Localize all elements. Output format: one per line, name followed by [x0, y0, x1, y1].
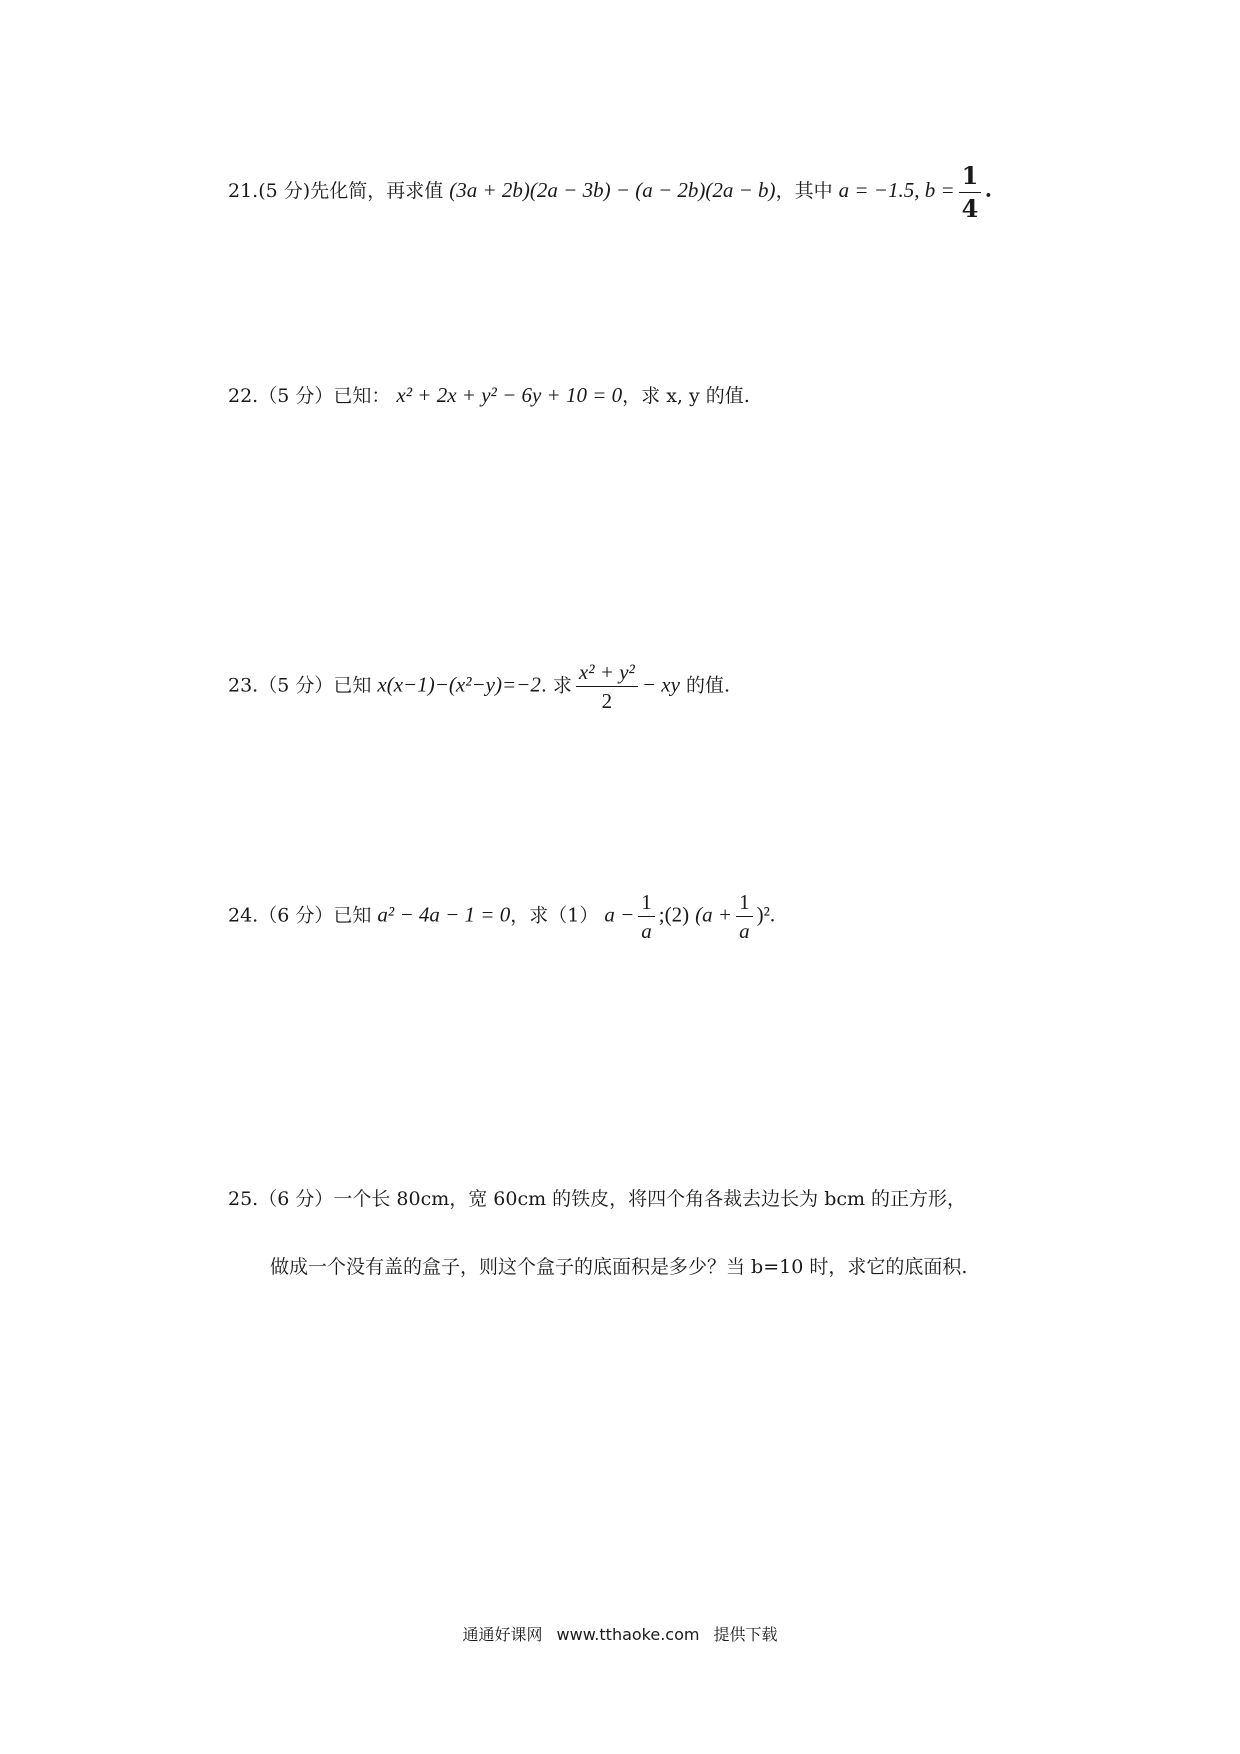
question-text: 的值. [685, 674, 730, 697]
fraction-denominator: 2 [601, 689, 613, 714]
question-text: 先化简，再求值 [310, 180, 444, 203]
math-expression: )². [756, 902, 776, 927]
footer-site-name: 通通好课网 [462, 1625, 543, 1644]
math-end: . [985, 177, 992, 204]
question-number: 24. [228, 904, 259, 927]
footer-suffix: 提供下载 [713, 1625, 778, 1644]
question-text: 已知 [333, 904, 372, 927]
question-number: 23. [228, 674, 259, 697]
question-score: （6 分） [258, 1188, 334, 1210]
math-expression: x(x−1)−(x²−y)=−2 [377, 672, 541, 697]
fraction-numerator: 1 [959, 162, 982, 193]
question-score: （6 分） [258, 904, 334, 927]
math-expression: x² + 2x + y² − 6y + 10 = 0 [396, 383, 623, 407]
question-number: 22. [228, 385, 259, 407]
question-text: 已知 [333, 674, 372, 697]
math-condition: a = −1.5, b = [838, 178, 955, 203]
question-text: ，求（1） [510, 904, 599, 927]
fraction-denominator: a [641, 919, 652, 944]
math-fraction [576, 660, 638, 713]
fraction-denominator: 4 [961, 193, 979, 223]
question-text: ，其中 [775, 180, 833, 203]
math-expression: (3a + 2b)(2a − 3b) − (a − 2b)(2a − b) [449, 178, 776, 203]
math-fraction [638, 890, 655, 943]
math-expression: (a + [695, 902, 733, 927]
fraction-numerator: 1 [638, 890, 655, 917]
math-fraction [736, 890, 753, 943]
question-number: 21. [228, 180, 259, 203]
question-25-line2: 做成一个没有盖的盒子，则这个盒子的底面积是多少？当 b=10 时，求它的底面积. [270, 1256, 968, 1278]
question-number: 25. [228, 1188, 259, 1210]
question-23 [228, 660, 730, 713]
question-score: （5 分） [258, 385, 334, 407]
question-text: . 求 [540, 674, 572, 697]
question-24 [228, 890, 775, 943]
math-fraction [959, 162, 982, 222]
footer-url: www.tthaoke.com [556, 1625, 700, 1644]
question-score: (5 分) [258, 180, 311, 203]
question-25 [228, 1190, 966, 1209]
question-text: ，求 x, y 的值. [622, 385, 750, 407]
question-22 [228, 385, 750, 406]
question-score: （5 分） [258, 674, 334, 697]
math-expression: a² − 4a − 1 = 0 [377, 902, 511, 927]
question-text-line1: 一个长 80cm，宽 60cm 的铁皮，将四个角各裁去边长为 bcm 的正方形， [333, 1188, 967, 1210]
question-text: ;(2) [658, 902, 690, 927]
math-expression: − xy [641, 672, 680, 697]
fraction-numerator: 1 [736, 890, 753, 917]
page-footer [0, 1622, 1240, 1645]
question-21 [228, 162, 991, 222]
question-text: 已知： [333, 385, 391, 407]
fraction-denominator: a [739, 919, 750, 944]
math-expression: a − [604, 902, 635, 927]
fraction-numerator: x² + y² [576, 660, 638, 687]
